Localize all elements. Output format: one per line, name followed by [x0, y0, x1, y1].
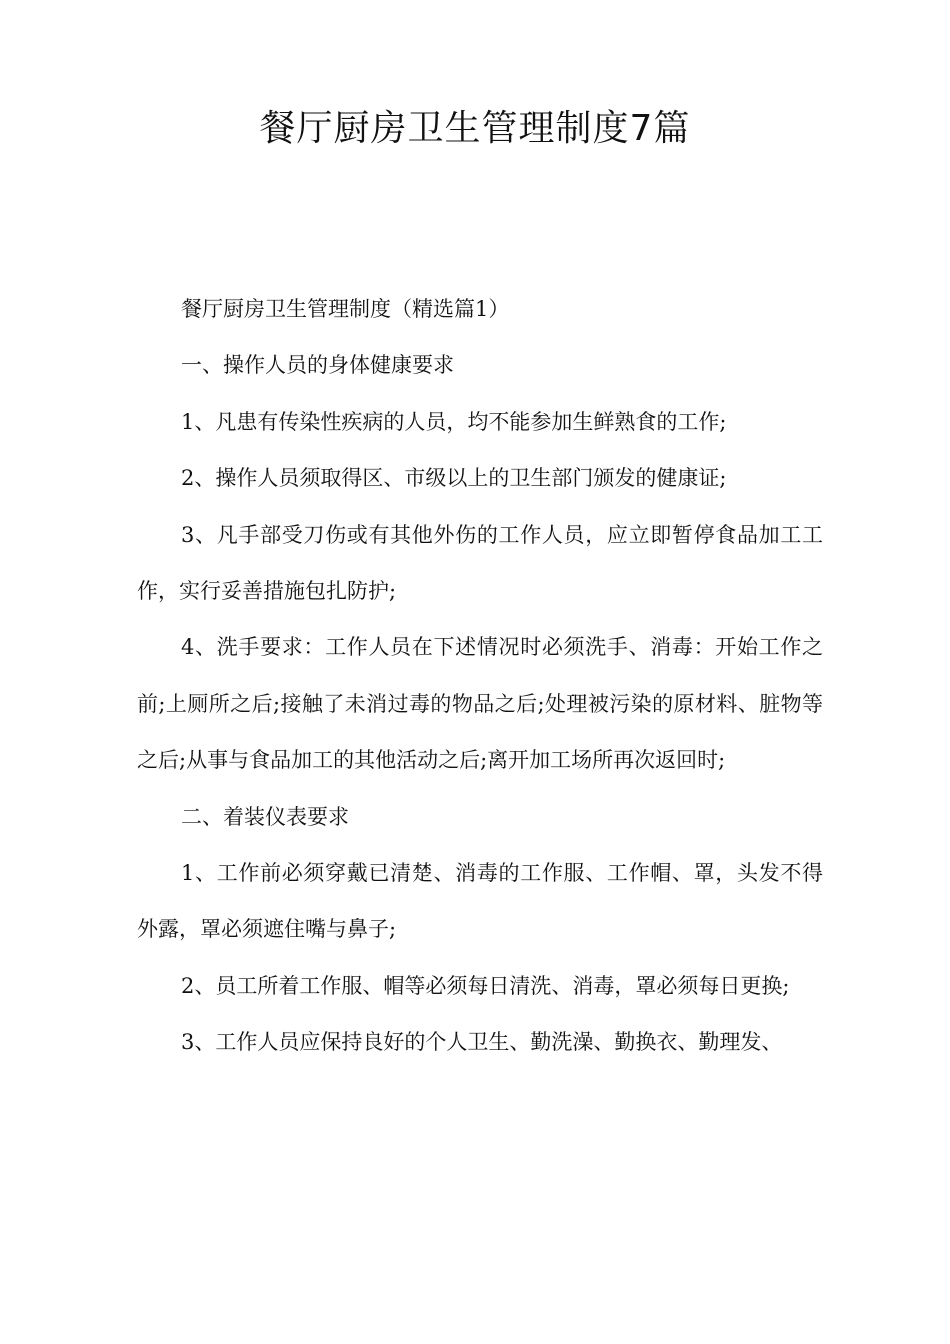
- list-item: 3、凡手部受刀伤或有其他外伤的工作人员，应立即暂停食品加工工作，实行妥善措施包扎防护;: [137, 522, 823, 604]
- section-heading: 餐厅厨房卫生管理制度（精选篇1）: [181, 297, 510, 321]
- list-item: 3、工作人员应保持良好的个人卫生、勤洗澡、勤换衣、勤理发、: [181, 1030, 783, 1055]
- list-item: 1、工作前必须穿戴已清楚、消毒的工作服、工作帽、罩，头发不得外露，罩必须遮住嘴与鼻子;: [137, 861, 823, 942]
- document-title: 餐厅厨房卫生管理制度7篇: [259, 108, 691, 149]
- document-body: [137, 281, 823, 1071]
- list-item: 4、洗手要求：工作人员在下述情况时必须洗手、消毒：开始工作之前;上厕所之后;接触了未消过毒的物品之后;处理被污染的原材料、脏物等之后;从事与食品加工的其他活动之后;离开加工场所再次返回时;: [137, 635, 823, 773]
- subsection-heading: 一、操作人员的身体健康要求: [181, 353, 454, 378]
- list-item: 2、员工所着工作服、帽等必须每日清洗、消毒，罩必须每日更换;: [181, 973, 790, 998]
- subsection-heading: 二、着装仪表要求: [181, 804, 349, 829]
- list-item: 2、操作人员须取得区、市级以上的卫生部门颁发的健康证;: [181, 466, 727, 491]
- list-item: 1、凡患有传染性疾病的人员，均不能参加生鲜熟食的工作;: [181, 409, 727, 434]
